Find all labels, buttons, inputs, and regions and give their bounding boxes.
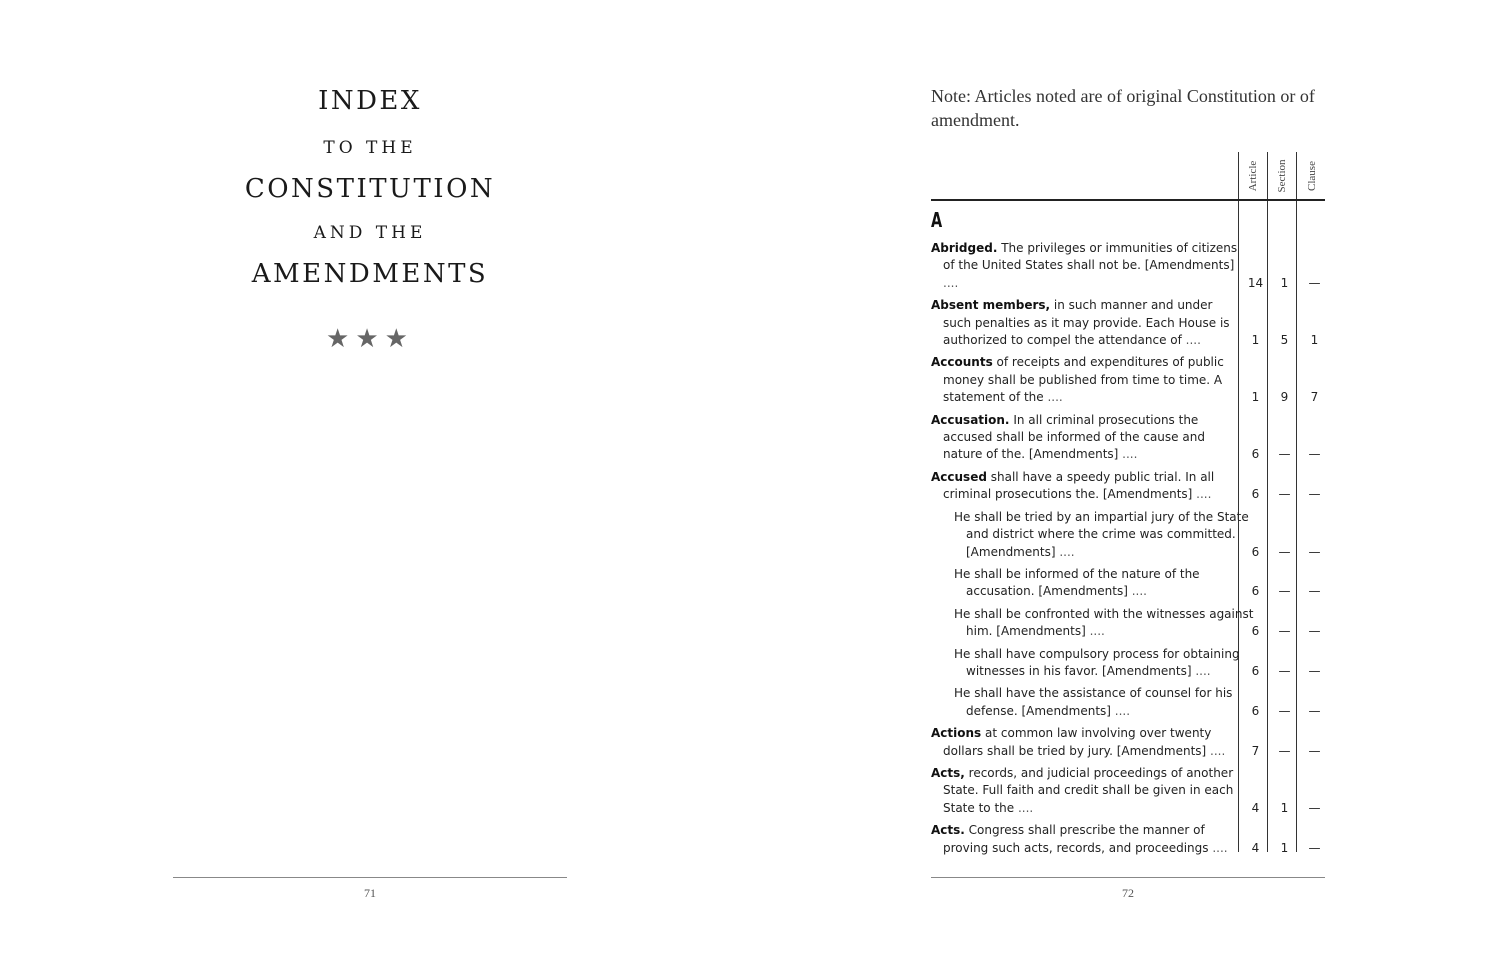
entry-references [1241, 703, 1326, 720]
section-number: 9 [1280, 390, 1289, 405]
title-line-3: CONSTITUTION [244, 174, 496, 204]
entry-text [931, 566, 1266, 601]
section-number: 1 [1280, 275, 1289, 290]
article-number: 1 [1251, 333, 1260, 348]
section-number: — [1278, 487, 1291, 502]
entry-references [1241, 446, 1326, 463]
entry-text [931, 297, 1243, 349]
entry-references [1241, 332, 1326, 349]
entry-references [1241, 663, 1326, 680]
index-entry [931, 354, 1326, 406]
clause-number: — [1308, 487, 1321, 502]
entry-description: He shall be confronted with the witnesses against him. [Amendments] [954, 606, 1254, 639]
column-header-section: Section [1275, 159, 1288, 193]
entry-term: Accused [931, 469, 987, 484]
article-number: 1 [1251, 390, 1260, 405]
entry-description: The privileges or immunities of citizens of the United States shall not be. [Amendments] [943, 241, 1238, 273]
entry-description: records, and judicial proceedings of another State. Full faith and credit shall be given in each State to the [943, 765, 1234, 815]
dot-leader: .... [1127, 584, 1147, 599]
section-number: 1 [1280, 840, 1289, 855]
dot-leader: .... [1055, 544, 1075, 559]
entry-term: Abridged. [931, 241, 998, 255]
dot-leader: .... [1181, 333, 1201, 348]
clause-number: — [1308, 624, 1321, 639]
entry-text [931, 646, 1266, 681]
article-number: 6 [1251, 447, 1260, 462]
article-number: 6 [1251, 703, 1260, 718]
footer-rule [173, 877, 567, 878]
page-number: 72 [1122, 886, 1134, 900]
entry-description: He shall have the assistance of counsel for his defense. [Amendments] [954, 686, 1233, 718]
section-number: — [1278, 743, 1291, 758]
clause-number: — [1308, 840, 1321, 855]
entry-description: shall have a speedy public trial. In all criminal prosecutions the. [Amendments] [943, 469, 1215, 502]
title-line-4: AND THE [313, 223, 427, 243]
footer-rule [931, 877, 1325, 878]
title-line-2: TO THE [323, 138, 417, 158]
index-entries [931, 240, 1326, 862]
clause-number: — [1308, 703, 1321, 718]
title-line-1: INDEX [318, 86, 422, 116]
entry-references [1241, 800, 1326, 817]
entry-references [1241, 275, 1326, 292]
entry-text [931, 354, 1243, 406]
entry-references [1241, 743, 1326, 760]
entry-text [931, 685, 1266, 720]
entry-description: Congress shall prescribe the manner of proving such acts, records, and proceedings [943, 823, 1209, 855]
entry-description: of receipts and expenditures of public money shall be published from time to time. A statement of the [943, 355, 1224, 405]
entry-text [931, 822, 1243, 857]
entry-term: Accounts [931, 355, 993, 370]
entry-references [1241, 389, 1326, 406]
dot-leader: .... [1191, 663, 1211, 678]
entry-description: in such manner and under such penalties as it may provide. Each House is authorized to compel the attendance of [943, 298, 1230, 348]
article-number: 7 [1251, 743, 1260, 758]
article-number: 6 [1251, 624, 1260, 639]
index-entry [931, 765, 1326, 817]
right-page [750, 0, 1500, 978]
dot-leader: .... [1206, 743, 1226, 758]
index-subentry [931, 606, 1326, 641]
entry-references [1241, 544, 1326, 561]
entry-text [931, 412, 1243, 464]
index-note: Note: Articles noted are of original Constitution or of amendment. [931, 86, 1315, 130]
entry-term: Acts. [931, 823, 965, 838]
entry-term: Absent members, [931, 298, 1051, 313]
article-number: 6 [1251, 487, 1260, 502]
entry-description: In all criminal prosecutions the accused shall be informed of the cause and nature of the. [Amendments] [943, 412, 1205, 462]
page-number: 71 [364, 886, 376, 900]
clause-number: — [1308, 663, 1321, 678]
column-header-clause: Clause [1305, 161, 1318, 191]
article-number: 14 [1247, 275, 1264, 290]
dot-leader: .... [1043, 390, 1063, 405]
clause-number: — [1308, 800, 1321, 815]
entry-references [1241, 623, 1326, 640]
clause-number: — [1308, 447, 1321, 462]
entry-text [931, 725, 1243, 760]
entry-description: He shall have compulsory process for obtaining witnesses in his favor. [Amendments] [954, 646, 1240, 678]
article-number: 6 [1251, 663, 1260, 678]
dot-leader: .... [1192, 487, 1212, 502]
column-header-article: Article [1246, 160, 1259, 192]
clause-number: — [1308, 584, 1321, 599]
index-entry [931, 725, 1326, 760]
index-entry [931, 412, 1326, 464]
index-subentry [931, 509, 1326, 561]
entry-text [931, 606, 1266, 641]
index-entry [931, 822, 1326, 857]
article-number: 4 [1251, 800, 1260, 815]
clause-number: — [1308, 743, 1321, 758]
entry-references [1241, 486, 1326, 503]
section-number: — [1278, 624, 1291, 639]
clause-number: 1 [1310, 333, 1319, 348]
index-subentry [931, 566, 1326, 601]
article-number: 6 [1251, 544, 1260, 559]
dot-leader: .... [943, 275, 959, 290]
header-rule [931, 199, 1325, 201]
entry-term: Accusation. [931, 412, 1010, 427]
star-ornament: ★★★ [326, 324, 414, 354]
section-letter: A [931, 208, 943, 232]
clause-number: — [1308, 275, 1321, 290]
title-line-5: AMENDMENTS [251, 259, 489, 289]
entry-term: Acts, [931, 765, 965, 780]
section-number: — [1278, 584, 1291, 599]
section-number: 5 [1280, 333, 1289, 348]
entry-term: Actions [931, 726, 982, 741]
section-number: — [1278, 703, 1291, 718]
index-subentry [931, 646, 1326, 681]
entry-text [931, 469, 1243, 504]
clause-number: — [1308, 544, 1321, 559]
section-number: — [1278, 447, 1291, 462]
entry-description: He shall be tried by an impartial jury of the State and district where the crime was committed. [Amendments] [954, 509, 1249, 559]
entry-description: He shall be informed of the nature of the accusation. [Amendments] [954, 566, 1200, 599]
entry-references [1241, 840, 1326, 857]
section-number: — [1278, 544, 1291, 559]
dot-leader: .... [1085, 624, 1105, 639]
index-entry [931, 240, 1326, 292]
section-number: — [1278, 663, 1291, 678]
dot-leader: .... [1014, 800, 1034, 815]
article-number: 4 [1251, 840, 1260, 855]
section-number: 1 [1280, 800, 1289, 815]
dot-leader: .... [1208, 840, 1228, 855]
dot-leader: .... [1110, 703, 1131, 718]
entry-text [931, 765, 1243, 817]
entry-text [931, 240, 1243, 292]
clause-number: 7 [1310, 390, 1319, 405]
entry-text [931, 509, 1266, 561]
index-entry [931, 469, 1326, 504]
entry-references [1241, 583, 1326, 600]
index-entry [931, 297, 1326, 349]
article-number: 6 [1251, 584, 1260, 599]
dot-leader: .... [1118, 447, 1138, 462]
entry-description: at common law involving over twenty dollars shall be tried by jury. [Amendments] [943, 726, 1212, 758]
index-subentry [931, 685, 1326, 720]
